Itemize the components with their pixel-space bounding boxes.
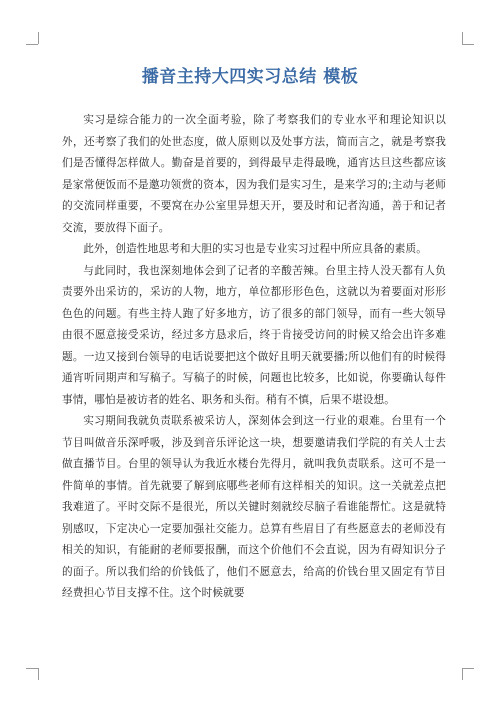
paragraph-1: 实习是综合能力的一次全面考验，除了考察我们的专业水平和理论知识以外，还考察了我们的处世态度，做人原则以及处事方法，简而言之，就是考察我们是否懂得怎样做人。勤奋是首要的，到得最早走得最晚，通宵达旦这些都应该是家常便饭而不是邀功领赏的资本，因为我们是实习生，是来学习的;主动与老师的交流同样重要，不要窝在办公室里异想天开，要及时和记者沟通，善于和记者交流，要放得下面子。 xyxy=(62,114,446,234)
crop-mark-bottom-left-h xyxy=(26,668,38,669)
crop-mark-top-left-v xyxy=(38,32,39,44)
paragraph-3: 与此同时，我也深刻地体会到了记者的辛酸苦辣。台里主持人没天都有人负责要外出采访的，采访的人物，地方，单位都形形色色，这就以为着要面对形形色色的问题。有些主持人跑了好多地方，访了很多的部门领导，而有一些大领导由很不愿意接受采访，经过多方恳求后，终于肯接受访问的时候又给会出许多难题。一边又接到台领导的电话说要把这个做好且明天就要播;所以他们有的时候得通宵听同期声和写稿子。写稿子的时候，问题也比较多，比如说，你要确认每件事情，哪怕是被访者的姓名、职务和头衔。稍有不慎，后果不堪设想。 xyxy=(62,264,446,406)
crop-mark-top-right-v xyxy=(462,32,463,44)
document-body xyxy=(62,110,446,605)
crop-mark-top-right-h xyxy=(462,44,474,45)
crop-mark-bottom-right-h xyxy=(462,668,474,669)
crop-mark-bottom-left-v xyxy=(38,668,39,680)
paragraph-2: 此外，创造性地思考和大胆的实习也是专业实习过程中所应具备的素质。 xyxy=(83,243,427,255)
crop-mark-top-left-h xyxy=(26,44,38,45)
document-title: 播音主持大四实习总结 模板 xyxy=(141,67,359,87)
crop-mark-bottom-right-v xyxy=(462,668,463,680)
paragraph-4: 实习期间我就负责联系被采访人，深刻体会到这一行业的艰难。台里有一个节目叫做音乐深呼吸，涉及到音乐评论这一块，想要邀请我们学院的有关人士去做直播节目。台里的领导认为我近水楼台先得月，就叫我负责联系。这可不是一件简单的事情。首先就要了解到底哪些老师有这样相关的知识。这一关就差点把我难道了。平时交际不是很光，所以关键时刻就绞尽脑子看谁能帮忙。这是就特别感叹，下定决心一定要加强社交能力。总算有些眉目了有些愿意去的老师没有相关的知识，有能耐的老师要报酬，而这个价他们不会直说，因为有碍知识分子的面子。所以我们给的价钱低了，他们不愿意去，给高的价钱台里又固定有节目经费担心节目支撑不住。这个时候就要 xyxy=(62,415,446,599)
